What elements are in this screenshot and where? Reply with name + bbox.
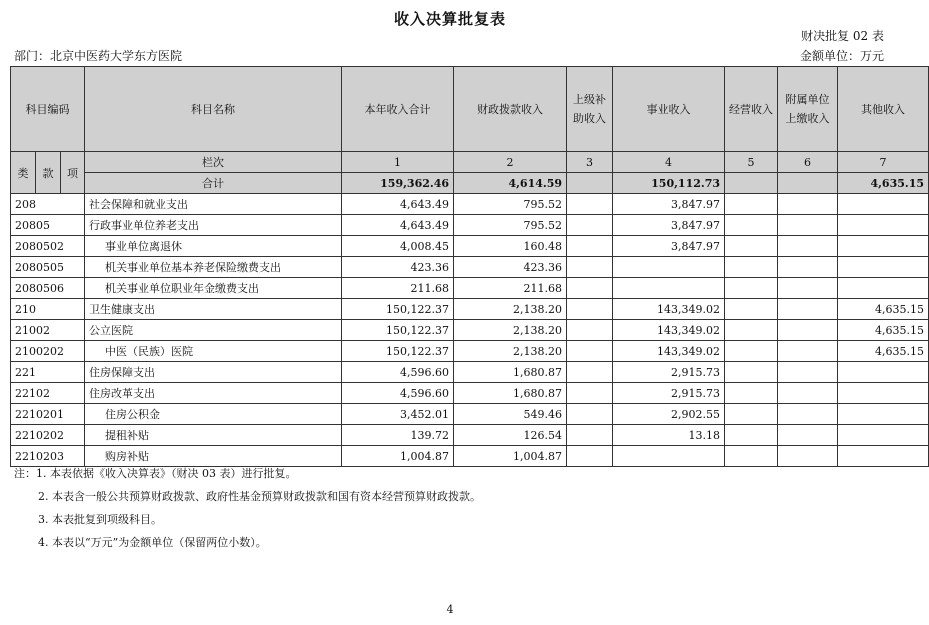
row-name: 事业单位离退休 [85, 236, 342, 257]
row-c2: 549.46 [454, 404, 567, 425]
row-c3 [567, 383, 613, 404]
header-code: 科目编码 [11, 67, 85, 152]
row-c2: 1,680.87 [454, 383, 567, 404]
income-approval-table [10, 66, 929, 467]
row-c1: 150,122.37 [342, 299, 454, 320]
row-c2: 795.52 [454, 194, 567, 215]
row-c5 [725, 320, 778, 341]
row-c6 [778, 446, 838, 467]
row-code: 2080505 [11, 257, 85, 278]
total-row [11, 173, 929, 194]
row-c4: 2,915.73 [613, 383, 725, 404]
row-name: 卫生健康支出 [85, 299, 342, 320]
row-c4: 3,847.97 [613, 236, 725, 257]
row-c7 [838, 404, 929, 425]
row-c3 [567, 446, 613, 467]
row-c3 [567, 425, 613, 446]
row-c1: 3,452.01 [342, 404, 454, 425]
total-c4: 150,112.73 [613, 173, 725, 194]
row-c4: 3,847.97 [613, 194, 725, 215]
row-c4: 2,902.55 [613, 404, 725, 425]
row-name: 住房公积金 [85, 404, 342, 425]
row-c2: 2,138.20 [454, 299, 567, 320]
row-c7 [838, 362, 929, 383]
row-c2: 2,138.20 [454, 341, 567, 362]
row-c6 [778, 383, 838, 404]
row-c5 [725, 362, 778, 383]
row-c3 [567, 257, 613, 278]
header-name: 科目名称 [85, 67, 342, 152]
header-lanci: 栏次 [85, 152, 342, 173]
row-c4: 3,847.97 [613, 215, 725, 236]
row-c7 [838, 236, 929, 257]
row-code: 2210201 [11, 404, 85, 425]
row-name: 机关事业单位基本养老保险缴费支出 [85, 257, 342, 278]
row-code: 22102 [11, 383, 85, 404]
column-number-row [11, 152, 929, 173]
row-c5 [725, 299, 778, 320]
total-c1: 159,362.46 [342, 173, 454, 194]
notes-block [14, 462, 481, 554]
row-name: 提租补贴 [85, 425, 342, 446]
row-c7 [838, 194, 929, 215]
row-c5 [725, 278, 778, 299]
header-c4: 事业收入 [613, 67, 725, 152]
row-c7 [838, 215, 929, 236]
row-c4: 13.18 [613, 425, 725, 446]
header-c3: 上级补助收入 [567, 67, 613, 152]
row-c7: 4,635.15 [838, 299, 929, 320]
row-c6 [778, 278, 838, 299]
row-c1: 423.36 [342, 257, 454, 278]
row-c5 [725, 257, 778, 278]
note-1: 注：1. 本表依据《收入决算表》（财决 03 表）进行批复。 [14, 467, 297, 480]
row-c3 [567, 320, 613, 341]
row-c2: 126.54 [454, 425, 567, 446]
row-c2: 160.48 [454, 236, 567, 257]
row-code: 2210203 [11, 446, 85, 467]
row-c7: 4,635.15 [838, 320, 929, 341]
header-c2: 财政拨款收入 [454, 67, 567, 152]
row-code: 2080506 [11, 278, 85, 299]
row-c7 [838, 446, 929, 467]
total-label: 合计 [85, 173, 342, 194]
row-c3 [567, 341, 613, 362]
total-c6 [778, 173, 838, 194]
row-c3 [567, 362, 613, 383]
total-c2: 4,614.59 [454, 173, 567, 194]
row-code: 2100202 [11, 341, 85, 362]
table-row [11, 257, 929, 278]
row-code: 210 [11, 299, 85, 320]
row-c1: 211.68 [342, 278, 454, 299]
table-row [11, 299, 929, 320]
row-c6 [778, 236, 838, 257]
row-c5 [725, 194, 778, 215]
row-c5 [725, 383, 778, 404]
row-c3 [567, 236, 613, 257]
row-c7 [838, 278, 929, 299]
row-c5 [725, 404, 778, 425]
table-row [11, 320, 929, 341]
row-c5 [725, 446, 778, 467]
header-xiang: 项 [61, 152, 85, 194]
row-c1: 1,004.87 [342, 446, 454, 467]
header-c5: 经营收入 [725, 67, 778, 152]
col-no-5: 5 [725, 152, 778, 173]
row-c1: 139.72 [342, 425, 454, 446]
row-code: 21002 [11, 320, 85, 341]
row-c3 [567, 278, 613, 299]
row-code: 221 [11, 362, 85, 383]
page-title: 收入决算批复表 [393, 10, 506, 28]
header-c1: 本年收入合计 [342, 67, 454, 152]
row-c7 [838, 425, 929, 446]
row-c2: 211.68 [454, 278, 567, 299]
row-c1: 4,643.49 [342, 194, 454, 215]
table-row [11, 362, 929, 383]
row-name: 中医（民族）医院 [85, 341, 342, 362]
row-c6 [778, 425, 838, 446]
row-c2: 2,138.20 [454, 320, 567, 341]
row-c1: 150,122.37 [342, 341, 454, 362]
row-c7 [838, 383, 929, 404]
row-c4: 143,349.02 [613, 299, 725, 320]
table-row [11, 383, 929, 404]
form-number: 财决批复 02 表 [801, 29, 884, 43]
row-c3 [567, 299, 613, 320]
total-c7: 4,635.15 [838, 173, 929, 194]
row-c5 [725, 341, 778, 362]
row-c5 [725, 425, 778, 446]
row-name: 住房改革支出 [85, 383, 342, 404]
row-c4 [613, 257, 725, 278]
row-name: 住房保障支出 [85, 362, 342, 383]
row-c1: 150,122.37 [342, 320, 454, 341]
row-code: 20805 [11, 215, 85, 236]
row-c2: 1,004.87 [454, 446, 567, 467]
row-c6 [778, 194, 838, 215]
row-name: 购房补贴 [85, 446, 342, 467]
row-c3 [567, 194, 613, 215]
note-4: 4. 本表以“万元”为金额单位（保留两位小数）。 [38, 536, 267, 549]
header-c6: 附属单位上缴收入 [778, 67, 838, 152]
row-c4: 143,349.02 [613, 320, 725, 341]
row-c1: 4,596.60 [342, 383, 454, 404]
table-row [11, 341, 929, 362]
row-c4: 143,349.02 [613, 341, 725, 362]
row-c6 [778, 215, 838, 236]
table-row [11, 215, 929, 236]
row-c6 [778, 320, 838, 341]
row-name: 公立医院 [85, 320, 342, 341]
note-2: 2. 本表含一般公共预算财政拨款、政府性基金预算财政拨款和国有资本经营预算财政拨款。 [38, 490, 481, 503]
total-c3 [567, 173, 613, 194]
table-row [11, 278, 929, 299]
row-c2: 1,680.87 [454, 362, 567, 383]
row-c3 [567, 404, 613, 425]
row-code: 208 [11, 194, 85, 215]
table-row [11, 194, 929, 215]
row-c2: 423.36 [454, 257, 567, 278]
col-no-4: 4 [613, 152, 725, 173]
row-name: 社会保障和就业支出 [85, 194, 342, 215]
row-c5 [725, 215, 778, 236]
department-label: 部门：北京中医药大学东方医院 [14, 49, 183, 63]
note-3: 3. 本表批复到项级科目。 [38, 513, 162, 526]
row-c4: 2,915.73 [613, 362, 725, 383]
row-name: 行政事业单位养老支出 [85, 215, 342, 236]
col-no-1: 1 [342, 152, 454, 173]
row-code: 2210202 [11, 425, 85, 446]
col-no-3: 3 [567, 152, 613, 173]
row-name: 机关事业单位职业年金缴费支出 [85, 278, 342, 299]
col-no-2: 2 [454, 152, 567, 173]
row-c4 [613, 278, 725, 299]
row-c6 [778, 299, 838, 320]
col-no-7: 7 [838, 152, 929, 173]
table-row [11, 404, 929, 425]
row-c1: 4,008.45 [342, 236, 454, 257]
row-c1: 4,596.60 [342, 362, 454, 383]
row-c5 [725, 236, 778, 257]
header-lei: 类 [11, 152, 36, 194]
total-c5 [725, 173, 778, 194]
row-c2: 795.52 [454, 215, 567, 236]
row-c4 [613, 446, 725, 467]
row-c1: 4,643.49 [342, 215, 454, 236]
row-code: 2080502 [11, 236, 85, 257]
row-c6 [778, 404, 838, 425]
amount-unit-label: 金额单位：万元 [799, 49, 884, 63]
row-c3 [567, 215, 613, 236]
header-row [11, 67, 929, 152]
row-c6 [778, 341, 838, 362]
row-c7: 4,635.15 [838, 341, 929, 362]
row-c6 [778, 362, 838, 383]
col-no-6: 6 [778, 152, 838, 173]
header-c7: 其他收入 [838, 67, 929, 152]
row-c6 [778, 257, 838, 278]
table-row [11, 425, 929, 446]
table-row [11, 236, 929, 257]
page-number: 4 [446, 603, 454, 616]
row-c7 [838, 257, 929, 278]
header-kuan: 款 [36, 152, 61, 194]
